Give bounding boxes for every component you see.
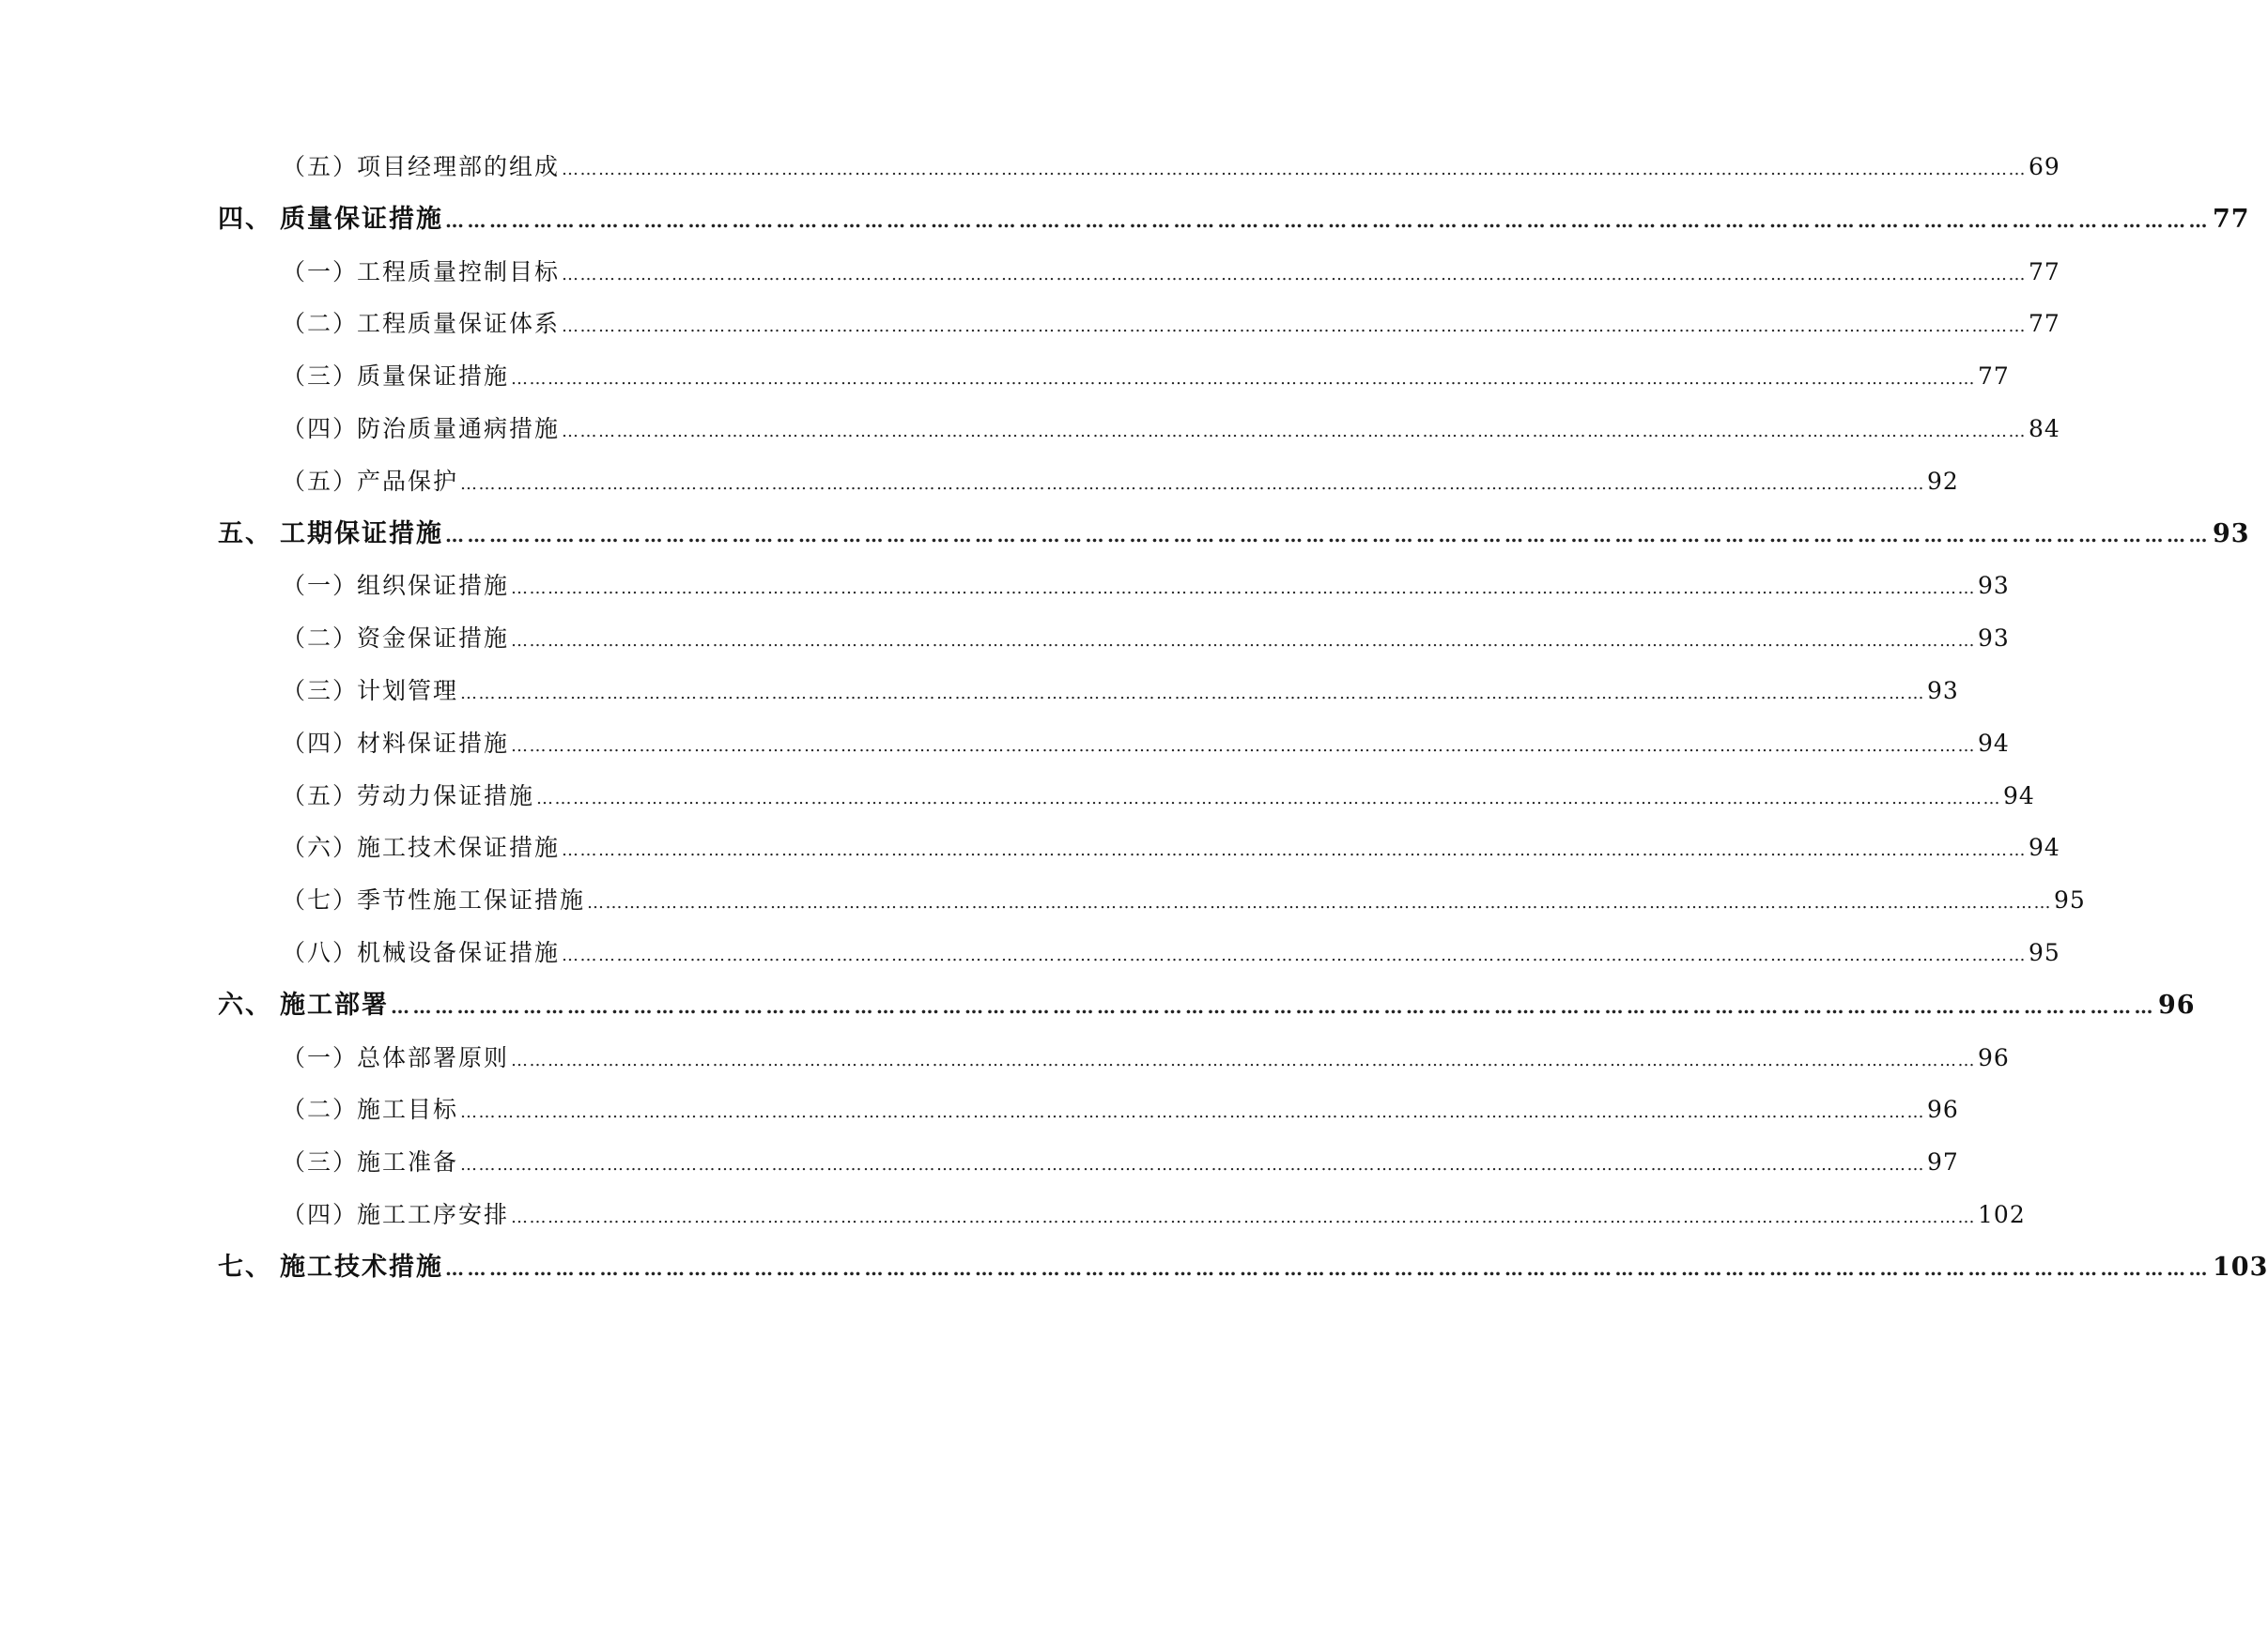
toc-entry-title: 施工部署 [280,991,389,1020]
toc-entry-page-number: 96 [1978,1044,2010,1071]
toc-entry-number: （五） [282,153,359,180]
toc-entry-title: 工程质量保证体系 [357,310,561,337]
toc-entry-number: 六、 [218,991,272,1020]
toc-entry-number: （四） [282,415,359,442]
toc-chapter-entry[interactable] [218,201,2250,239]
toc-dot-leader: …………………………………………………………………………………………………………………………………………………………………………………………………………………… [511,631,1977,651]
toc-entry-number: 七、 [218,1253,272,1282]
toc-section-entry[interactable] [282,567,2010,605]
toc-dot-leader: …………………………………………………………………………………………………………………………………………………………………………………………………………………… [460,1155,1926,1175]
toc-entry-title: 产品保护 [357,468,459,495]
toc-section-entry[interactable] [282,1144,1959,1181]
toc-entry-title: 材料保证措施 [357,730,510,757]
toc-entry-page-number: 94 [1978,730,2010,757]
toc-entry-title: 资金保证措施 [357,624,510,652]
toc-entry-title: 防治质量通病措施 [357,415,561,442]
toc-dot-leader: …………………………………………………………………………………………………………………………………………………………………………………………………………………… [562,265,2028,285]
toc-entry-number: （二） [282,310,359,337]
toc-section-entry[interactable] [282,620,2010,657]
toc-entry-page-number: 93 [1927,677,1959,704]
toc-entry-title: 工程质量控制目标 [357,258,561,285]
toc-entry-title: 组织保证措施 [357,572,510,599]
toc-dot-leader: …………………………………………………………………………………………………………………………………………………………………………………………………………………… [562,840,2028,860]
toc-entry-title: 劳动力保证措施 [357,782,535,809]
toc-section-entry[interactable] [282,829,2060,867]
toc-section-entry[interactable] [282,1196,2026,1234]
toc-entry-title: 季节性施工保证措施 [357,886,586,914]
toc-dot-leader: …………………………………………………………………………………………………………………………………………………………………………………………………………………… [445,209,2211,232]
toc-dot-leader: …………………………………………………………………………………………………………………………………………………………………………………………………………………… [562,160,2028,179]
toc-section-entry[interactable] [282,254,2060,291]
toc-entry-number: 四、 [218,205,272,234]
toc-dot-leader: …………………………………………………………………………………………………………………………………………………………………………………………………………………… [460,684,1926,703]
toc-entry-number: （二） [282,1096,359,1123]
toc-entry-page-number: 95 [2054,886,2086,914]
toc-section-entry[interactable] [282,463,1959,500]
toc-entry-title: 施工目标 [357,1096,459,1123]
toc-section-entry[interactable] [282,358,2010,395]
toc-dot-leader: …………………………………………………………………………………………………………………………………………………………………………………………………………………… [460,474,1926,494]
toc-entry-page-number: 77 [2213,205,2250,234]
toc-entry-number: （七） [282,886,359,914]
toc-section-entry[interactable] [282,1091,1959,1129]
toc-entry-number: （八） [282,939,359,966]
toc-entry-number: （六） [282,834,359,861]
toc-dot-leader: …………………………………………………………………………………………………………………………………………………………………………………………………………………… [511,736,1977,756]
toc-entry-page-number: 93 [1978,572,2010,599]
toc-dot-leader: …………………………………………………………………………………………………………………………………………………………………………………………………………………… [445,1257,2211,1280]
toc-entry-title: 施工准备 [357,1148,459,1176]
toc-chapter-entry[interactable] [218,1249,2268,1286]
toc-dot-leader: …………………………………………………………………………………………………………………………………………………………………………………………………………………… [587,893,2053,913]
toc-entry-page-number: 69 [2029,153,2060,180]
toc-entry-page-number: 97 [1927,1148,1959,1176]
toc-dot-leader: …………………………………………………………………………………………………………………………………………………………………………………………………………………… [445,524,2211,546]
toc-entry-title: 质量保证措施 [280,205,443,234]
toc-dot-leader: …………………………………………………………………………………………………………………………………………………………………………………………………………………… [562,316,2028,336]
toc-section-entry[interactable] [282,305,2060,343]
toc-entry-page-number: 94 [2029,834,2060,861]
toc-entry-title: 质量保证措施 [357,362,510,390]
toc-dot-leader: …………………………………………………………………………………………………………………………………………………………………………………………………………………… [511,578,1977,598]
toc-entry-number: （一） [282,258,359,285]
toc-dot-leader: …………………………………………………………………………………………………………………………………………………………………………………………………………………… [562,422,2028,441]
toc-entry-number: （四） [282,730,359,757]
toc-entry-number: （一） [282,1044,359,1071]
toc-entry-title: 工期保证措施 [280,519,443,548]
toc-entry-page-number: 93 [1978,624,2010,652]
toc-entry-number: （五） [282,782,359,809]
toc-entry-page-number: 93 [2213,519,2250,548]
toc-dot-leader: …………………………………………………………………………………………………………………………………………………………………………………………………………………… [511,1208,1977,1227]
toc-entry-number: 五、 [218,519,272,548]
toc-entry-page-number: 94 [2003,782,2035,809]
toc-entry-number: （二） [282,624,359,652]
toc-section-entry[interactable] [282,725,2010,762]
toc-dot-leader: …………………………………………………………………………………………………………………………………………………………………………………………………………………… [536,789,2002,808]
toc-entry-page-number: 103 [2213,1253,2268,1282]
toc-section-entry[interactable] [282,410,2060,448]
toc-entry-number: （一） [282,572,359,599]
toc-entry-title: 施工工序安排 [357,1201,510,1228]
toc-dot-leader: …………………………………………………………………………………………………………………………………………………………………………………………………………………… [511,369,1977,389]
toc-entry-page-number: 77 [1978,362,2010,390]
toc-dot-leader: …………………………………………………………………………………………………………………………………………………………………………………………………………………… [562,946,2028,965]
toc-entry-number: （四） [282,1201,359,1228]
toc-entry-page-number: 77 [2029,258,2060,285]
toc-section-entry[interactable] [282,672,1959,710]
toc-section-entry[interactable] [282,777,2035,815]
toc-entry-page-number: 95 [2029,939,2060,966]
toc-entry-page-number: 96 [2158,991,2196,1020]
toc-chapter-entry[interactable] [218,516,2250,553]
toc-dot-leader: …………………………………………………………………………………………………………………………………………………………………………………………………………………… [391,995,2156,1018]
toc-entry-title: 机械设备保证措施 [357,939,561,966]
toc-entry-number: （三） [282,362,359,390]
toc-entry-title: 计划管理 [357,677,459,704]
toc-section-entry[interactable] [282,934,2060,972]
toc-entry-number: （三） [282,677,359,704]
toc-entry-title: 施工技术保证措施 [357,834,561,861]
toc-dot-leader: …………………………………………………………………………………………………………………………………………………………………………………………………………………… [511,1051,1977,1070]
toc-section-entry[interactable] [282,1039,2010,1077]
toc-entry-number: （三） [282,1148,359,1176]
toc-chapter-entry[interactable] [218,987,2196,1024]
toc-entry-title: 总体部署原则 [357,1044,510,1071]
toc-entry-title: 项目经理部的组成 [357,153,561,180]
toc-entry-page-number: 96 [1927,1096,1959,1123]
toc-entry-title: 施工技术措施 [280,1253,443,1282]
toc-entry-page-number: 92 [1927,468,1959,495]
toc-section-entry[interactable] [282,148,2060,186]
toc-entry-number: （五） [282,468,359,495]
toc-entry-page-number: 84 [2029,415,2060,442]
toc-entry-page-number: 77 [2029,310,2060,337]
toc-entry-page-number: 102 [1978,1201,2026,1228]
toc-section-entry[interactable] [282,882,2086,919]
toc-dot-leader: …………………………………………………………………………………………………………………………………………………………………………………………………………………… [460,1102,1926,1122]
